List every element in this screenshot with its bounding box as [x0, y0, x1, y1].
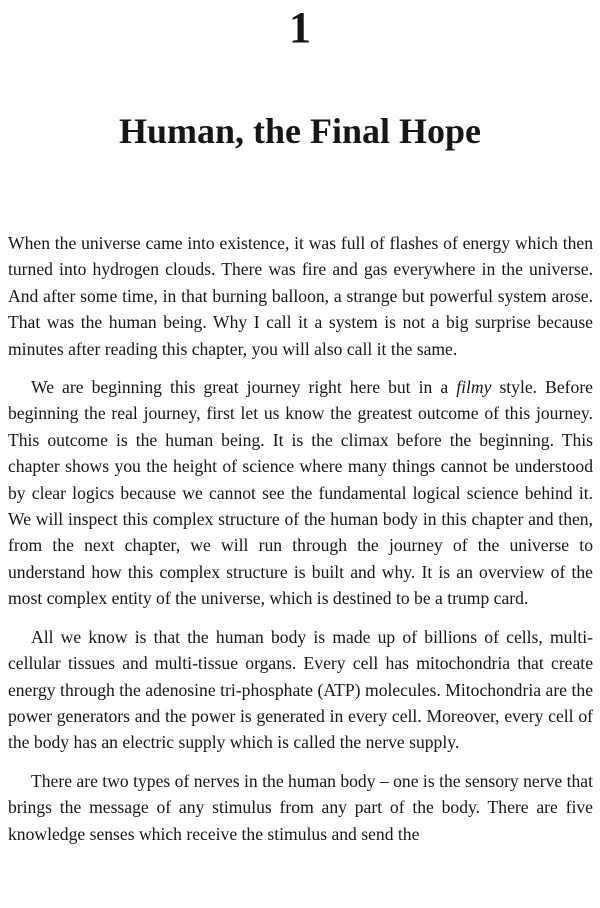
paragraph: When the universe came into existence, it was full of flashes of energy which then turned into hydrogen clouds. There was fire and gas everywhere in the universe. And after some time, in that burning balloon, a strange but powerful system arose. That was the human being. Why I call it a system is not a big surprise because minutes after reading this chapter, you will also call it the same. [8, 233, 593, 359]
paragraph-text: We are beginning this great journey right here but in a [31, 377, 457, 398]
paragraph: All we know is that the human body is made up of billions of cells, multi-cellular tissues and multi-tissue organs. Every cell has mitochondria that create energy through the adenosine tri-phosphate (ATP) molecules. Mitochondria are the power generators and the power is generated in every cell. Moreover, every cell of the body has an electric supply which is called the nerve supply. [8, 626, 593, 753]
paragraph: There are two types of nerves in the human body – one is the sensory nerve that brings the message of any stimulus from any part of the body. There are five knowledge senses which receive the stimulus and send the [8, 770, 593, 844]
chapter-title: Human, the Final Hope [118, 111, 482, 151]
chapter-body [8, 230, 593, 859]
emphasized-word: filmy [456, 377, 492, 398]
paragraph [8, 374, 593, 612]
paragraph-text: style. Before beginning the real journey, first let us know the greatest outcome of this journey. This outcome is the human being. It is the climax before the beginning. This chapter shows you the height of science where many things cannot be understood by clear logics because we cannot see the fundamental logical science behind it. We will inspect this complex structure of the human body in this chapter and then, from the next chapter, we will run through the journey of the universe to understand how this complex structure is built and why. It is an overview of the most complex entity of the universe, which is destined to be a trump card. [8, 377, 593, 609]
chapter-number: 1 [289, 3, 311, 52]
